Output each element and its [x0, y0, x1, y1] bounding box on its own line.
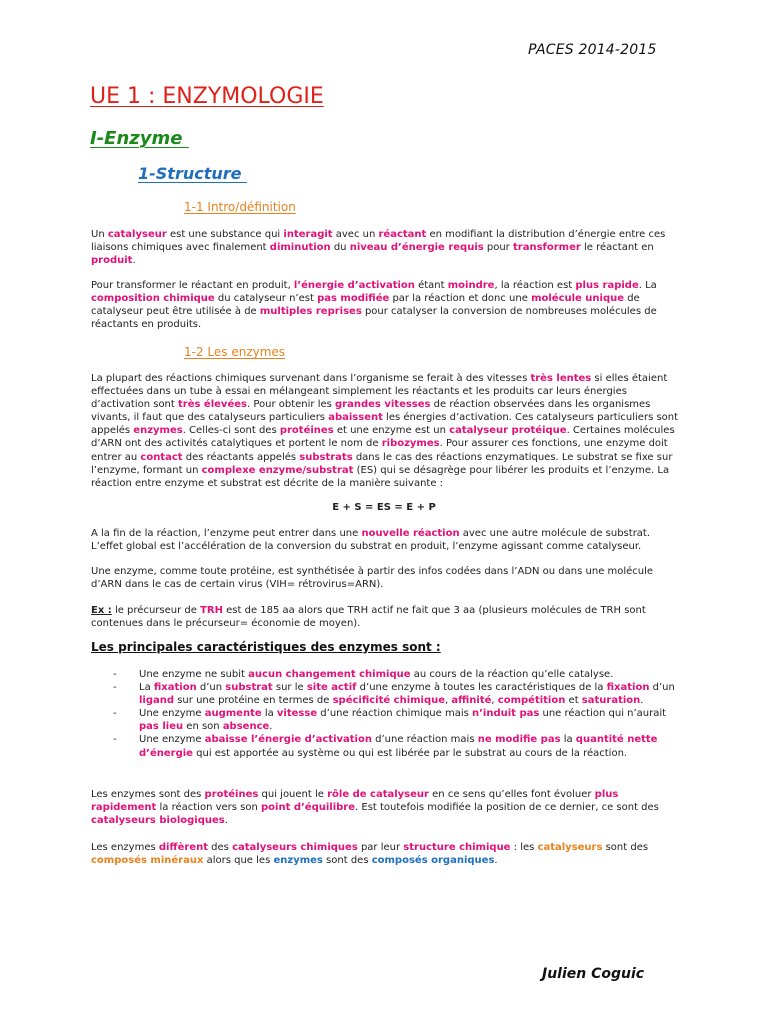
- emphasis-text: multiples reprises: [259, 306, 362, 318]
- subheading-intro-definition: 1-1 Intro/définition: [184, 200, 296, 214]
- list-item-text: [139, 708, 666, 732]
- emphasis-text: contact: [140, 451, 183, 463]
- text-run: en son: [183, 721, 223, 733]
- list-item-text: [139, 682, 675, 706]
- emphasis-text: diminution: [269, 242, 331, 254]
- text-run: est de 185 aa alors que TRH actif ne fait que 3 aa (plusieurs molécules de TRH sont contenues dans le précurseur= économie de moyen).: [91, 605, 646, 630]
- paragraph-definition: [91, 228, 681, 267]
- emphasis-text: nouvelle réaction: [361, 528, 460, 539]
- emphasis-text: aucun changement chimique: [248, 669, 411, 680]
- text-run: .: [640, 695, 644, 707]
- emphasis-text: rôle de catalyseur: [327, 789, 429, 800]
- emphasis-text: fixation: [153, 682, 197, 694]
- text-run: .: [132, 255, 136, 267]
- text-run: ,: [445, 695, 452, 707]
- section-heading-enzyme: I-Enzyme: [90, 128, 189, 149]
- emphasis-text: plus rapide: [575, 280, 639, 291]
- text-run: avec un: [332, 229, 379, 240]
- emphasis-text: site actif: [306, 682, 357, 694]
- text-run: Un: [91, 229, 108, 240]
- text-run: des: [207, 842, 233, 853]
- text-run: . Pour obtenir les: [246, 399, 336, 411]
- emphasis-text: composés organiques: [371, 855, 495, 867]
- emphasis-text: interagit: [283, 229, 333, 240]
- emphasis-text: catalyseur protéique: [449, 425, 567, 437]
- paragraph-differences: [91, 841, 681, 867]
- text-run: de réaction observées dans les organismes vivants, il faut que des catalyseurs particuliers: [91, 399, 651, 424]
- text-run: dans le cas des réactions enzymatiques. Le substrat se fixe sur l’enzyme, formant un: [91, 451, 673, 476]
- subsection-heading-structure: 1-Structure: [138, 164, 248, 183]
- text-run: une réaction qui n’aurait: [539, 708, 667, 720]
- emphasis-text: molécule unique: [531, 293, 625, 305]
- bullet-dash: -: [113, 669, 117, 680]
- text-run: Les enzymes sont des: [91, 789, 205, 800]
- text-run: La plupart des réactions chimiques survenant dans l’organisme se ferait à des vitesses: [91, 373, 531, 384]
- text-run: des réactants appelés: [182, 451, 300, 463]
- emphasis-text: complexe enzyme/substrat: [201, 464, 354, 476]
- text-run: . Est toutefois modifiée la position de ce dernier, ce sont des: [355, 802, 659, 814]
- characteristics-list: [91, 668, 681, 760]
- text-run: Une enzyme: [139, 708, 205, 720]
- emphasis-text: substrats: [299, 451, 353, 463]
- emphasis-text: réactant: [378, 229, 427, 240]
- paragraph-example-trh: [91, 604, 681, 630]
- text-run: d’un: [196, 682, 226, 694]
- emphasis-text: augmente: [204, 708, 262, 720]
- emphasis-text: catalyseurs chimiques: [232, 842, 358, 853]
- text-run: sur une protéine en termes de: [174, 695, 333, 707]
- emphasis-text: très élevées: [178, 399, 247, 411]
- text-run: , la réaction est: [494, 280, 576, 291]
- emphasis-text: TRH: [200, 605, 223, 616]
- bullet-dash: -: [113, 682, 117, 694]
- text-run: du: [330, 242, 350, 254]
- paragraph-activation-energy: [91, 279, 681, 331]
- text-run: la: [261, 708, 277, 720]
- emphasis-text: abaissent: [328, 412, 383, 424]
- text-run: en modifiant la distribution d’énergie entre ces liaisons chimiques avec finalement: [91, 229, 666, 254]
- text-run: au cours de la réaction qu’elle catalyse.: [410, 669, 614, 680]
- text-run: qui jouent le: [258, 789, 328, 800]
- list-item: [91, 681, 681, 707]
- text-run: Une enzyme ne subit: [139, 669, 249, 680]
- emphasis-text: abaisse l’énergie d’activation: [204, 734, 372, 746]
- text-run: : les: [510, 842, 538, 853]
- text-run: .: [494, 855, 498, 867]
- emphasis-text: catalyseurs biologiques: [91, 815, 225, 827]
- course-year-label: PACES 2014-2015: [528, 42, 657, 58]
- emphasis-text: enzymes: [273, 855, 323, 867]
- text-run: pour catalyser la conversion de nombreuses molécules de réactants en produits.: [91, 306, 657, 331]
- emphasis-text: enzymes: [133, 425, 183, 437]
- emphasis-text: catalyseurs: [537, 842, 603, 853]
- emphasis-text: composition chimique: [91, 293, 215, 305]
- emphasis-text: fixation: [606, 682, 650, 694]
- list-item: [91, 733, 681, 759]
- list-item-text: [139, 734, 657, 758]
- text-run: . Certaines molécules d’ARN ont des activités catalytiques et portent le nom de: [91, 425, 675, 450]
- text-run: et une enzyme est un: [333, 425, 450, 437]
- emphasis-text: diffèrent: [158, 842, 208, 853]
- emphasis-text: point d’équilibre: [261, 802, 356, 814]
- text-run: par la réaction et donc une: [389, 293, 532, 305]
- bullet-dash: -: [113, 708, 117, 720]
- text-run: de catalyseur peut être utilisée à de: [91, 293, 640, 318]
- text-run: sont des: [602, 842, 649, 853]
- text-run: (ES) qui se désagrège pour libérer les produits et l’enzyme. La réaction entre enzyme et substrat est décrite de la manière suivante :: [91, 464, 670, 489]
- emphasis-text: très lentes: [530, 373, 592, 384]
- emphasis-text: moindre: [447, 280, 495, 291]
- text-run: du catalyseur n’est: [214, 293, 318, 305]
- emphasis-text: transformer: [512, 242, 581, 254]
- text-run: le précurseur de: [111, 605, 201, 616]
- text-run: pour: [483, 242, 513, 254]
- emphasis-text: spécificité chimique: [332, 695, 446, 707]
- text-run: . La: [638, 280, 657, 291]
- text-run: le réactant en: [580, 242, 654, 254]
- emphasis-text: niveau d’énergie requis: [349, 242, 484, 254]
- text-run: par leur: [357, 842, 404, 853]
- author-signature: Julien Coguic: [542, 966, 645, 982]
- emphasis-text: pas modifiée: [317, 293, 390, 305]
- list-item: [91, 668, 681, 681]
- text-run: d’une réaction chimique mais: [317, 708, 473, 720]
- emphasis-text: composés minéraux: [91, 855, 204, 867]
- paragraph-enzymes-overview: [91, 372, 681, 490]
- text-run: d’une enzyme à toutes les caractéristiques de la: [356, 682, 607, 694]
- emphasis-text: quantité nette d’énergie: [139, 734, 658, 759]
- text-run: . Pour assurer ces fonctions, une enzyme doit entrer au: [91, 438, 668, 463]
- text-run: qui est apportée au système ou qui est libérée par le substrat au cours de la réaction.: [192, 747, 628, 759]
- emphasis-text: structure chimique: [403, 842, 511, 853]
- text-run: étant: [414, 280, 448, 291]
- emphasis-text: Ex :: [91, 605, 112, 616]
- text-run: si elles étaient effectuées dans un tube à essai en mélangeant simplement les réactants et les produits car leurs énergies d’activation sont: [91, 373, 668, 411]
- paragraph-end-of-reaction: [91, 527, 681, 553]
- emphasis-text: ribozymes: [381, 438, 440, 450]
- paragraph-synthesis: [91, 565, 681, 591]
- text-run: Une enzyme: [139, 734, 205, 746]
- characteristics-heading: Les principales caractéristiques des enzymes sont :: [91, 640, 441, 654]
- reaction-equation: E + S = ES = E + P: [332, 502, 436, 513]
- document-title: UE 1 : ENZYMOLOGIE: [90, 84, 324, 109]
- emphasis-text: l’énergie d’activation: [293, 280, 415, 291]
- text-run: Les enzymes: [91, 842, 159, 853]
- list-item-text: [139, 669, 613, 680]
- emphasis-text: absence: [222, 721, 270, 733]
- emphasis-text: n’induit pas: [472, 708, 540, 720]
- emphasis-text: produit: [91, 255, 133, 267]
- list-item: [91, 707, 681, 733]
- text-run: A la fin de la réaction, l’enzyme peut entrer dans une: [91, 528, 362, 539]
- paragraph-biological-catalysts: [91, 788, 681, 827]
- text-run: les énergies d’activation. Ces catalyseurs particuliers sont appelés: [91, 412, 679, 437]
- text-run: la: [560, 734, 576, 746]
- text-run: et: [565, 695, 582, 707]
- subheading-les-enzymes: 1-2 Les enzymes: [184, 345, 286, 359]
- text-run: sont des: [322, 855, 372, 867]
- text-run: est une substance qui: [166, 229, 284, 240]
- text-run: .: [224, 815, 228, 827]
- emphasis-text: plus rapidement: [91, 789, 619, 814]
- emphasis-text: substrat: [225, 682, 273, 694]
- text-run: . Celles-ci sont des: [182, 425, 280, 437]
- emphasis-text: catalyseur: [107, 229, 167, 240]
- text-run: alors que les: [203, 855, 274, 867]
- text-run: Une enzyme, comme toute protéine, est synthétisée à partir des infos codées dans l’ADN ou dans une molécule d’ARN dans le cas de certain virus (VIH= rétrovirus=ARN).: [91, 566, 654, 591]
- text-run: Pour transformer le réactant en produit,: [91, 280, 294, 291]
- text-run: .: [269, 721, 273, 733]
- bullet-dash: -: [113, 734, 117, 746]
- emphasis-text: protéines: [279, 425, 334, 437]
- text-run: la réaction vers son: [156, 802, 261, 814]
- emphasis-text: grandes vitesses: [335, 399, 431, 411]
- text-run: La: [139, 682, 154, 694]
- emphasis-text: ligand: [139, 695, 175, 707]
- emphasis-text: compétition: [497, 695, 566, 707]
- text-run: ,: [491, 695, 498, 707]
- text-run: avec une autre molécule de substrat. L’effet global est l’accélération de la conversion du substrat en produit, l’enzyme agissant comme catalyseur.: [91, 528, 651, 553]
- emphasis-text: affinité: [451, 695, 492, 707]
- emphasis-text: pas lieu: [139, 721, 184, 733]
- emphasis-text: vitesse: [276, 708, 318, 720]
- text-run: en ce sens qu’elles font évoluer: [428, 789, 595, 800]
- text-run: d’un: [649, 682, 675, 694]
- text-run: d’une réaction mais: [371, 734, 478, 746]
- text-run: sur le: [272, 682, 307, 694]
- emphasis-text: saturation: [581, 695, 641, 707]
- emphasis-text: ne modifie pas: [477, 734, 561, 746]
- emphasis-text: protéines: [204, 789, 259, 800]
